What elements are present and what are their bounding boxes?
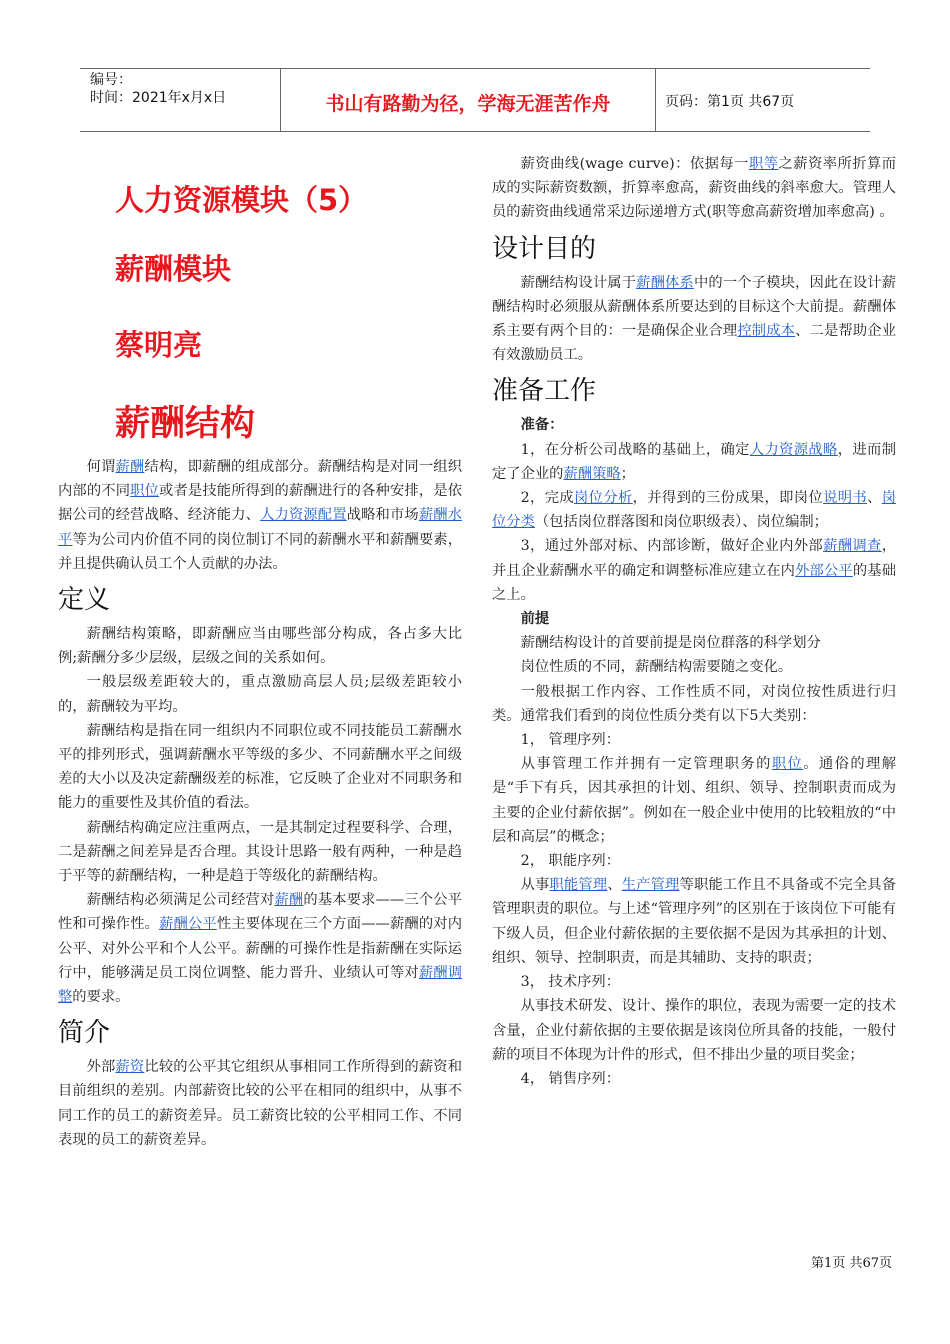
paragraph: 从事管理工作并拥有一定管理职务的职位。通俗的理解是“手下有兵，因其承担的计划、组织、领导、控制职责而成为主要的企业付薪依据”。例如在一般企业中使用的比较粗放的“中层和高层”的概念； bbox=[492, 756, 897, 845]
heading-introduction: 简介 bbox=[58, 1018, 111, 1049]
time-label: 时间：2021年x月x日 bbox=[90, 90, 227, 106]
intro-paragraph: 何谓薪酬结构，即薪酬的组成部分。薪酬结构是对同一组织内部的不同职位或者是技能所得到的薪酬进行的各种安排，是依据公司的经营战略、经济能力、人力资源配置战略和市场薪酬水平等为公司内价值不同的岗位制订不同的薪酬水平和薪酬要素，并且提供确认员工个人贡献的办法。 bbox=[58, 459, 463, 572]
link-hr-allocation[interactable]: 人力资源配置 bbox=[260, 507, 347, 524]
title-salary-module: 薪酬模块 bbox=[115, 252, 232, 286]
paragraph: 一般层级差距较大的，重点激励高层人员;层级差距较小的，薪酬较为平均。 bbox=[58, 674, 462, 715]
link-hr-strategy[interactable]: 人力资源战略 bbox=[749, 441, 838, 458]
left-column bbox=[58, 155, 462, 1152]
paragraph: 薪酬结构确定应注重两点，一是其制定过程要科学、合理，二是薪酬之间差异是否合理。其设计思路一般有两种，一种是趋于平等的薪酬结构，一种是趋于等级化的薪酬结构。 bbox=[58, 819, 462, 885]
header-page-number: 页码：第1页 共67页 bbox=[665, 94, 795, 110]
paragraph: 薪酬结构必须满足公司经营对薪酬的基本要求——三个公平性和可操作性。薪酬公平性主要体现在三个方面——薪酬的对内公平、对外公平和个人公平。薪酬的可操作性是指薪酬在实际运行中，能够满足员工岗位调整、能力晋升、业绩认可等对薪酬调整的要求。 bbox=[58, 892, 463, 1006]
paragraph: 外部薪资比较的公平其它组织从事相同工作所得到的薪资和目前组织的差别。内部薪资比较的公平在相同的组织中，从事不同工作的员工的薪资差异。员工薪资比较的公平相同工作、不同表现的员工的薪资差异。 bbox=[58, 1059, 463, 1148]
paragraph: 薪酬结构是指在同一组织内不同职位或不同技能员工薪酬水平的排列形式，强调薪酬水平等级的多少、不同薪酬水平之间级差的大小以及决定薪酬级差的标准，它反映了企业对不同职务和能力的重要性及其价值的看法。 bbox=[58, 722, 462, 812]
header-motto: 书山有路勤为径，学海无涯苦作舟 bbox=[325, 93, 611, 115]
list-item: 1，在分析公司战略的基础上，确定人力资源战略，进而制定了企业的薪酬策略； bbox=[492, 441, 897, 482]
title-salary-structure: 薪酬结构 bbox=[115, 404, 256, 444]
sub-label-premise: 前提 bbox=[520, 611, 550, 628]
list-item-title: 1， 管理序列： bbox=[520, 732, 621, 749]
right-column bbox=[492, 152, 896, 1091]
paragraph: 薪酬结构设计的首要前提是岗位群落的科学划分 bbox=[520, 635, 821, 652]
page-header bbox=[80, 68, 870, 132]
link-salary-adjustment[interactable]: 薪酬调整 bbox=[58, 964, 463, 1006]
heading-definition: 定义 bbox=[58, 585, 111, 616]
link-job-classification[interactable]: 岗位分类 bbox=[492, 490, 897, 531]
link-functional-management[interactable]: 职能管理 bbox=[549, 877, 608, 894]
paragraph: 薪酬结构策略，即薪酬应当由哪些部分构成，各占多大比例;薪酬分多少层级，层级之间的关系如何。 bbox=[58, 626, 462, 667]
number-label: 编号： bbox=[90, 72, 132, 88]
link-salary[interactable]: 薪酬 bbox=[274, 892, 304, 909]
sub-label-preparation: 准备： bbox=[520, 417, 564, 434]
heading-design-goal: 设计目的 bbox=[492, 233, 597, 264]
link-salary-strategy[interactable]: 薪酬策略 bbox=[563, 465, 621, 482]
link-production-management[interactable]: 生产管理 bbox=[621, 877, 680, 894]
list-item: 3，通过外部对标、内部诊断，做好企业内外部薪酬调查，并且企业薪酬水平的确定和调整标准应建立在内外部公平的基础之上。 bbox=[492, 538, 897, 603]
title-module: 人力资源模块（5） bbox=[115, 183, 368, 217]
link-position[interactable]: 职位 bbox=[130, 483, 160, 500]
link-grade[interactable]: 职等 bbox=[748, 156, 779, 172]
header-meta bbox=[90, 71, 280, 107]
list-item-title: 2， 职能序列： bbox=[520, 853, 621, 870]
header-divider bbox=[655, 69, 656, 131]
paragraph: 薪资曲线(wage curve)：依据每一职等之薪资率所折算而成的实际薪资数额，折算率愈高，薪资曲线的斜率愈大。管理人员的薪资曲线通常采边际递增方式(职等愈高薪资增加率愈高) 。 bbox=[492, 156, 897, 221]
link-wages[interactable]: 薪资 bbox=[115, 1059, 145, 1076]
paragraph: 一般根据工作内容、工作性质不同，对岗位按性质进行归类。通常我们看到的岗位性质分类有以下5大类别： bbox=[492, 683, 896, 724]
paragraph: 岗位性质的不同，薪酬结构需要随之变化。 bbox=[520, 659, 793, 676]
heading-preparation: 准备工作 bbox=[492, 376, 597, 407]
page-footer: 第1页 共67页 bbox=[811, 1256, 892, 1271]
link-external-fairness[interactable]: 外部公平 bbox=[795, 562, 853, 579]
paragraph: 薪酬结构设计属于薪酬体系中的一个子模块，因此在设计薪酬结构时必须服从薪酬体系所要达到的目标这个大前提。薪酬体系主要有两个目的：一是确保企业合理控制成本、二是帮助企业有效激励员工。 bbox=[492, 274, 897, 364]
link-salary-survey[interactable]: 薪酬调查 bbox=[823, 538, 882, 555]
link-position[interactable]: 职位 bbox=[771, 756, 804, 773]
title-author: 蔡明亮 bbox=[115, 328, 203, 362]
link-cost-control[interactable]: 控制成本 bbox=[737, 323, 796, 340]
link-job-description[interactable]: 说明书 bbox=[823, 490, 868, 507]
link-salary-level[interactable]: 薪酬水平 bbox=[58, 507, 463, 548]
paragraph: 从事职能管理、生产管理等职能工作且不具备或不完全具备管理职责的职位。与上述“管理序列”的区别在于该岗位下可能有下级人员，但企业付薪依据的主要依据不是因为其承担的计划、组织、领导、控制职责，而是其辅助、支持的职责； bbox=[492, 877, 897, 966]
link-job-analysis[interactable]: 岗位分析 bbox=[574, 490, 633, 507]
link-salary-fairness[interactable]: 薪酬公平 bbox=[159, 916, 217, 933]
paragraph: 从事技术研发、设计、操作的职位，表现为需要一定的技术含量，企业付薪依据的主要依据是该岗位所具备的技能，一般付薪的项目不体现为计件的形式，但不排出少量的项目奖金； bbox=[492, 998, 896, 1063]
list-item: 2，完成岗位分析，并得到的三份成果，即岗位说明书、岗位分类（包括岗位群落图和岗位职级表）、岗位编制； bbox=[492, 490, 897, 531]
list-item-title: 3， 技术序列： bbox=[520, 974, 621, 991]
link-salary[interactable]: 薪酬 bbox=[115, 459, 145, 475]
list-item-title: 4， 销售序列： bbox=[520, 1070, 621, 1087]
link-salary-system[interactable]: 薪酬体系 bbox=[636, 274, 694, 291]
